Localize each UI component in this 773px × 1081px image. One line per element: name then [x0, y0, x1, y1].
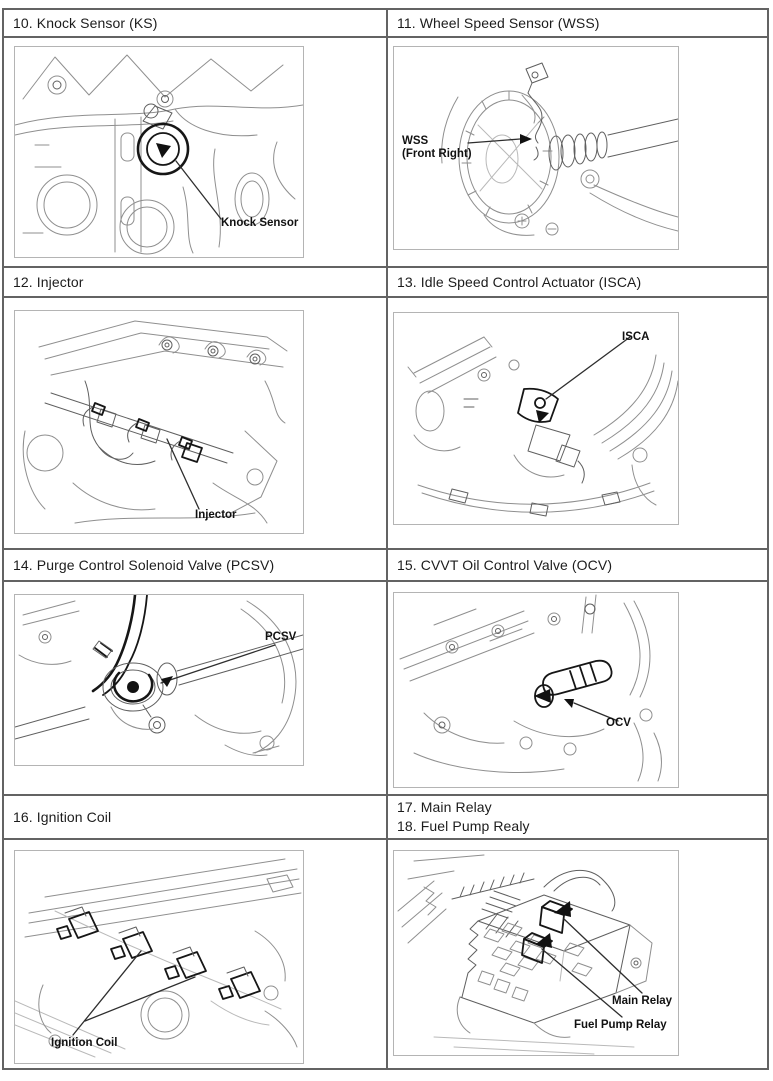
- figure-label-knock-sensor: Knock Sensor: [221, 217, 299, 229]
- cell-figure-wss: [388, 38, 767, 268]
- component-location-table: [2, 8, 769, 1070]
- figure-frame: [393, 850, 679, 1056]
- cell-header-knock-sensor: [4, 10, 388, 38]
- isca-illustration: [394, 313, 678, 524]
- ocv-illustration: [394, 593, 678, 787]
- figure-label-wss: WSS (Front Right): [402, 135, 472, 160]
- figure-label-isca: ISCA: [622, 331, 650, 343]
- figure-frame: [393, 46, 679, 250]
- pcsv-illustration: [15, 595, 303, 765]
- cell-title: 12. Injector: [13, 274, 84, 290]
- cell-figure-ignition-coil: [4, 840, 388, 1068]
- cell-title: 15. CVVT Oil Control Valve (OCV): [397, 557, 613, 573]
- cell-header-injector: [4, 268, 388, 298]
- figure-label-main-relay: Main Relay: [612, 995, 673, 1007]
- figure-frame: [14, 310, 304, 534]
- cell-header-wss: [388, 10, 767, 38]
- cell-header-ocv: [388, 550, 767, 582]
- cell-figure-pcsv: [4, 582, 388, 796]
- cell-figure-injector: [4, 298, 388, 550]
- cell-header-relays: [388, 796, 767, 840]
- cell-figure-isca: [388, 298, 767, 550]
- figure-label-ocv: OCV: [606, 717, 631, 729]
- cell-header-isca: [388, 268, 767, 298]
- cell-title: 10. Knock Sensor (KS): [13, 15, 158, 31]
- figure-frame: [393, 312, 679, 525]
- figure-label-fuel-pump-relay: Fuel Pump Relay: [574, 1019, 667, 1031]
- injector-illustration: [15, 311, 303, 533]
- cell-title: 13. Idle Speed Control Actuator (ISCA): [397, 274, 642, 290]
- cell-header-ignition-coil: [4, 796, 388, 840]
- figure-frame: [14, 594, 304, 766]
- cell-title-fuel-pump-relay: 18. Fuel Pump Realy: [397, 818, 530, 834]
- cell-title: 16. Ignition Coil: [13, 809, 112, 825]
- figure-label-pcsv: PCSV: [265, 631, 297, 643]
- cell-title-main-relay: 17. Main Relay: [397, 799, 492, 815]
- cell-figure-relays: [388, 840, 767, 1068]
- cell-figure-knock-sensor: [4, 38, 388, 268]
- cell-title: 14. Purge Control Solenoid Valve (PCSV): [13, 557, 275, 573]
- ignition-coil-illustration: [15, 851, 303, 1063]
- figure-frame: [14, 46, 304, 258]
- figure-frame: [393, 592, 679, 788]
- figure-label-injector: Injector: [195, 509, 237, 521]
- cell-header-pcsv: [4, 550, 388, 582]
- figure-label-ignition-coil: Ignition Coil: [51, 1037, 118, 1049]
- figure-frame: [14, 850, 304, 1064]
- cell-figure-ocv: [388, 582, 767, 796]
- cell-title: 11. Wheel Speed Sensor (WSS): [397, 15, 600, 31]
